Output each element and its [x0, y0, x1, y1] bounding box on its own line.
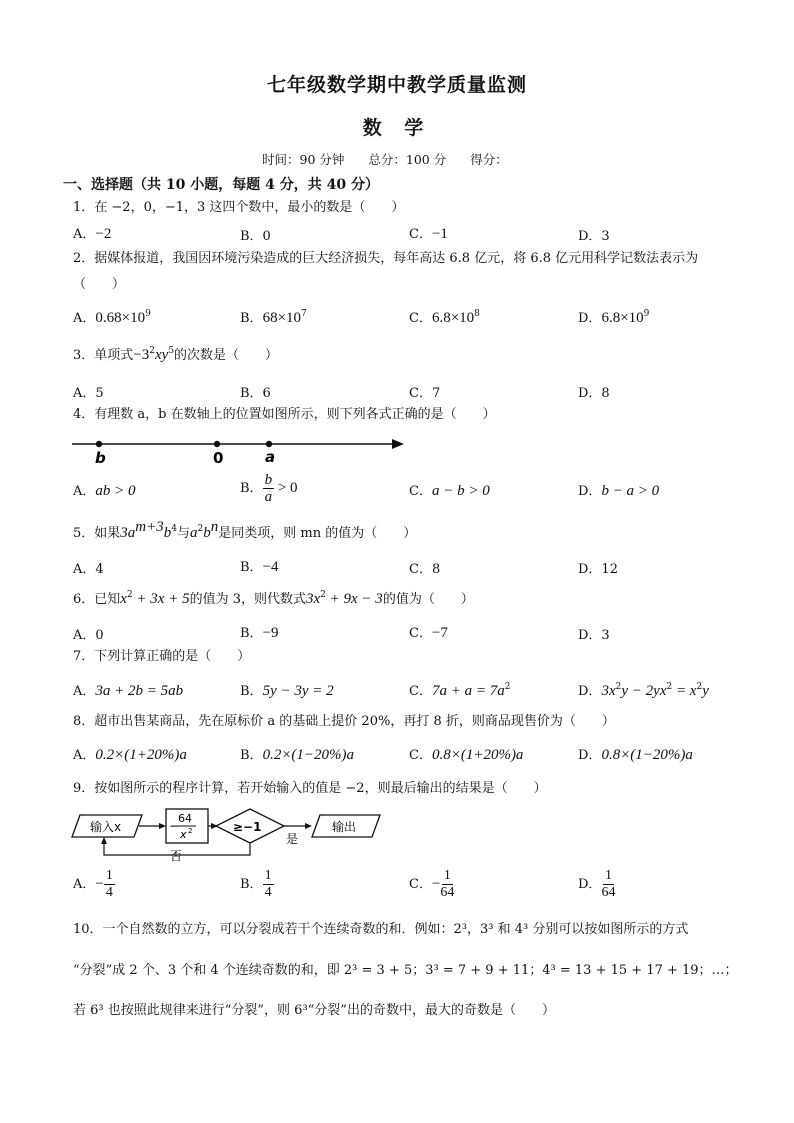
question-2-stem: 2．据媒体报道，我国因环境污染造成的巨大经济损失，每年高达 6.8 亿元，将 6.8 亿元用科学记数法表示为（ ）	[73, 251, 699, 292]
page-title: 七年级数学期中教学质量监测	[266, 74, 527, 96]
point-b	[96, 441, 102, 447]
q1-option-a: A．−2	[73, 226, 112, 242]
q5-option-a: A．4	[73, 562, 104, 577]
question-1-stem: 1．在 −2，0，−1，3 这四个数中，最小的数是（ ）	[73, 200, 405, 215]
q9-option-a: A．− $\frac{1}{4}$	[73, 868, 113, 900]
q4-option-c: C．a − b > 0	[409, 483, 490, 499]
question-5-stem: 5．如果$3a^{m+3}b^4$与$a^2b^n$是同类项，则 mn 的值为（ ）	[73, 519, 417, 541]
q5-option-c: C．8	[409, 562, 441, 577]
flow-no-label: 否	[170, 849, 183, 863]
q1-option-b: B．0	[240, 229, 271, 244]
exam-score: 得分：	[470, 152, 508, 167]
exam-meta	[262, 150, 528, 168]
q4-option-d: D．b − a > 0	[578, 483, 660, 499]
question-9-stem: 9．按如图所示的程序计算，若开始输入的值是 −2，则最后输出的结果是（ ）	[73, 781, 547, 796]
q3-option-c: C．7	[409, 386, 441, 401]
q6-option-a: A．0	[73, 628, 104, 643]
q8-option-c: C．0.8×(1+20%)a	[409, 747, 524, 763]
question-3-stem: 3．单项式$-3^2xy^5$的次数是（ ）	[73, 346, 279, 363]
q5-option-b: B．−4	[240, 559, 279, 575]
q4-option-b: B． $\frac{b}{a}$ > 0	[240, 472, 298, 505]
flow-op-denominator: x	[180, 828, 187, 841]
q4-option-a: A．ab > 0	[73, 483, 136, 499]
point-a	[266, 441, 272, 447]
q8-option-a: A．0.2×(1+20%)a	[73, 747, 187, 763]
q2-option-c: C．$6.8\times 10^8$	[409, 309, 480, 326]
exam-time: 时间：90 分钟	[262, 152, 345, 167]
question-10-line-2: “分裂”成 2 个、3 个和 4 个连续奇数的和，即 2³ = 3 + 5；3³ = 7 + 9 + 11；4³ = 13 + 15 + 17 + 19；…；	[73, 963, 738, 978]
q7-option-c: C．$7a + a = 7a^2$	[409, 682, 511, 699]
question-10-line-3: 若 6³ 也按照此规律来进行“分裂”，则 6³“分裂”出的奇数中，最大的奇数是（ ）	[73, 1003, 555, 1018]
q9-option-d: D． $\frac{1}{64}$	[578, 868, 616, 900]
flow-decision-label: ≥−1	[233, 820, 262, 834]
q5-option-d: D．12	[578, 562, 618, 577]
question-8-stem: 8．超市出售某商品，先在原标价 a 的基础上提价 20%，再打 8 折，则商品现售价为（ ）	[73, 714, 615, 729]
q7-option-d: D．$3x^2y - 2yx^2 = x^2y$	[578, 682, 709, 699]
question-4-stem: 4．有理数 a，b 在数轴上的位置如图所示，则下列各式正确的是（ ）	[73, 407, 496, 422]
q7-option-a: A．3a + 2b = 5ab	[73, 683, 184, 699]
question-7-stem: 7．下列计算正确的是（ ）	[73, 649, 251, 664]
question-10-line-1: 10．一个自然数的立方，可以分裂成若干个连续奇数的和．例如：2³，3³ 和 4³ 分别可以按如图所示的方式	[73, 922, 689, 937]
q6-option-d: D．3	[578, 628, 610, 643]
q2-option-d: D．$6.8\times 10^9$	[578, 309, 650, 326]
label-b: b	[95, 449, 106, 466]
q2-option-b: B．$68\times 10^7$	[240, 309, 307, 326]
flow-yes-label: 是	[286, 832, 299, 846]
section-heading: 一、选择题（共 10 小题，每题 4 分，共 40 分）	[63, 177, 379, 193]
label-a: a	[265, 448, 276, 466]
q3-option-a: A．5	[73, 386, 104, 401]
label-zero: 0	[213, 449, 224, 466]
q9-option-c: C．− $\frac{1}{64}$	[409, 868, 455, 900]
flow-op-den-exponent: 2	[188, 827, 193, 835]
point-zero	[214, 441, 220, 447]
q3-option-d: D．8	[578, 386, 610, 401]
q6-option-b: B．−9	[240, 625, 279, 641]
q7-option-b: B．5y − 3y = 2	[240, 683, 334, 699]
flow-op-numerator: 64	[178, 812, 192, 825]
q8-option-b: B．0.2×(1−20%)a	[240, 747, 355, 763]
q1-option-d: D．3	[578, 229, 610, 244]
question-6-stem: 6．已知$x^2 + 3x + 5$的值为 3，则代数式$3x^2 + 9x - 3$的值为（ ）	[73, 590, 474, 607]
flow-arrowhead-yes	[305, 823, 312, 829]
flow-arrowhead-1	[159, 823, 166, 829]
q6-option-c: C．−7	[409, 625, 448, 641]
q9-option-b: B． $\frac{1}{4}$	[240, 868, 272, 900]
q3-option-b: B．6	[240, 386, 271, 401]
subject-title: 数 学	[362, 117, 432, 139]
number-line-arrow	[392, 439, 404, 449]
program-flowchart	[70, 805, 390, 863]
flow-input-label: 输入x	[90, 820, 122, 834]
exam-total: 总分：100 分	[368, 152, 447, 167]
flow-output-label: 输出	[332, 820, 357, 834]
flow-arrowhead-loop	[101, 837, 107, 844]
q1-option-c: C．−1	[409, 226, 448, 242]
number-line-figure	[70, 434, 410, 466]
flow-op-sign: −	[169, 819, 180, 833]
q8-option-d: D．0.8×(1−20%)a	[578, 747, 693, 763]
q2-option-a: A．$0.68\times 10^9$	[73, 309, 151, 326]
